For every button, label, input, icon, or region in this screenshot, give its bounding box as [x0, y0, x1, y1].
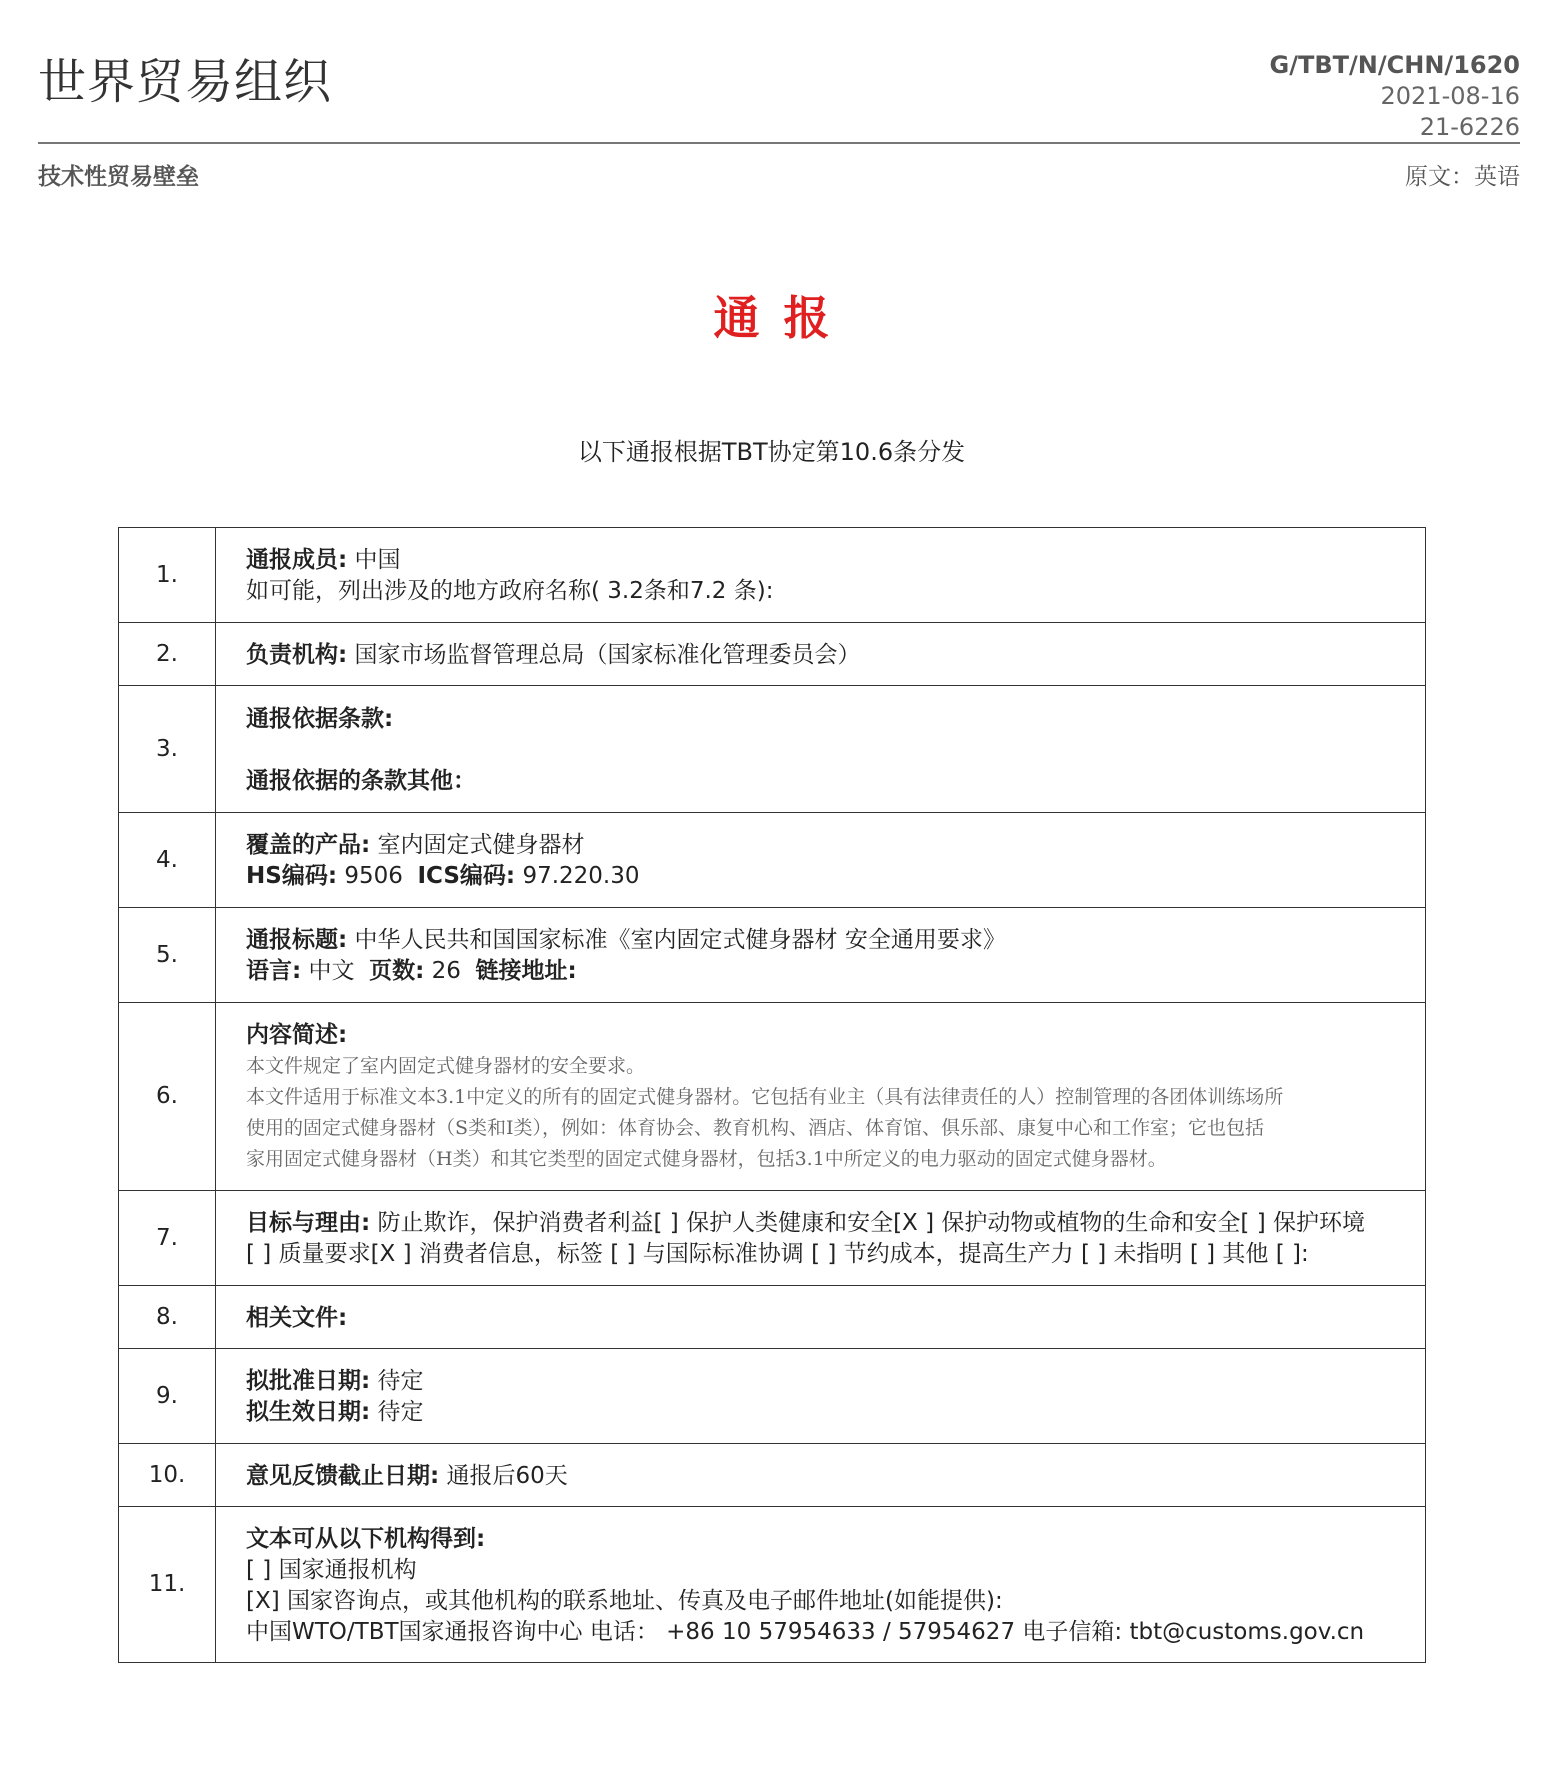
agency-label: 负责机构:	[246, 641, 348, 668]
objective-line-2: [ ] 质量要求[X ] 消费者信息，标签 [ ] 与国际标准协调 [ ] 节约成本，提高生产力 [ ] 未指明 [ ] 其他 [ ]:	[246, 1241, 1309, 1267]
row-number: 8.	[119, 1286, 216, 1349]
language-value: 中文	[301, 958, 355, 984]
table-row	[119, 813, 1426, 908]
basis-other-label: 通报依据的条款其他：	[246, 767, 476, 794]
notification-table	[118, 527, 1426, 1663]
row-number: 4.	[119, 813, 216, 908]
availability-option-2: [X] 国家咨询点，或其他机构的联系地址、传真及电子邮件地址(如能提供):	[246, 1587, 1003, 1614]
objective-line-1: 防止欺诈，保护消费者利益[ ] 保护人类健康和安全[X ] 保护动物或植物的生命和安全[ ] 保护环境	[370, 1210, 1365, 1236]
description-line: 本文件适用于标准文本3.1中定义的所有的固定式健身器材。它包括有业主（具有法律责任的人）控制管理的各团体训练场所	[246, 1086, 1284, 1108]
table-row	[119, 1286, 1426, 1349]
deadline-label: 意见反馈截止日期:	[246, 1462, 440, 1489]
pages-label: 页数:	[369, 958, 425, 984]
title-label: 通报标题:	[246, 927, 348, 953]
row-number: 10.	[119, 1444, 216, 1507]
description-line: 使用的固定式健身器材（S类和I类），例如：体育协会、教育机构、酒店、体育馆、俱乐部、康复中心和工作室；它也包括	[246, 1117, 1265, 1139]
deadline-value: 通报后60天	[439, 1462, 568, 1489]
table-row	[119, 1444, 1426, 1507]
row-content	[216, 1444, 1426, 1507]
org-title: 世界贸易组织	[38, 54, 333, 110]
language-label: 语言:	[246, 958, 302, 984]
title-value: 中华人民共和国国家标准《室内固定式健身器材 安全通用要求》	[347, 927, 1006, 953]
document-date: 2021-08-16	[1380, 82, 1520, 110]
link-label: 链接地址:	[475, 958, 577, 984]
row-content	[216, 686, 1426, 813]
agency-value: 国家市场监督管理总局（国家标准化管理委员会）	[347, 641, 861, 668]
objective-label: 目标与理由:	[246, 1210, 371, 1236]
related-docs-label: 相关文件:	[246, 1304, 348, 1331]
products-label: 覆盖的产品:	[246, 832, 371, 858]
row-content	[216, 813, 1426, 908]
table-row	[119, 908, 1426, 1003]
row-content	[216, 908, 1426, 1003]
row-content	[216, 623, 1426, 686]
table-row	[119, 623, 1426, 686]
committee-name: 技术性贸易壁垒	[38, 164, 199, 190]
row-content	[216, 1191, 1426, 1286]
original-language: 原文：英语	[1405, 164, 1520, 190]
row-number: 3.	[119, 686, 216, 813]
row-number: 7.	[119, 1191, 216, 1286]
row-number: 2.	[119, 623, 216, 686]
table-row	[119, 1003, 1426, 1191]
row-number: 11.	[119, 1507, 216, 1663]
table-row	[119, 686, 1426, 813]
document-symbol: G/TBT/N/CHN/1620	[1269, 51, 1520, 79]
description-line: 本文件规定了室内固定式健身器材的安全要求。	[246, 1055, 646, 1077]
notice-subtitle: 以下通报根据TBT协定第10.6条分发	[577, 438, 966, 466]
row-number: 6.	[119, 1003, 216, 1191]
hs-label: HS编码:	[246, 863, 338, 889]
effective-date-value: 待定	[370, 1399, 424, 1425]
products-value: 室内固定式健身器材	[370, 832, 585, 858]
hs-value: 9506	[337, 863, 403, 889]
table-row	[119, 1349, 1426, 1444]
row-content	[216, 528, 1426, 623]
row-number: 5.	[119, 908, 216, 1003]
row-content	[216, 1003, 1426, 1191]
document-number: 21-6226	[1419, 113, 1520, 141]
adoption-date-value: 待定	[370, 1368, 424, 1394]
adoption-date-label: 拟批准日期:	[246, 1368, 371, 1394]
row-number: 1.	[119, 528, 216, 623]
member-value: 中国	[347, 547, 401, 573]
member-label: 通报成员:	[246, 547, 348, 573]
notice-title: 通报	[713, 291, 854, 345]
availability-label: 文本可从以下机构得到:	[246, 1525, 486, 1552]
contact-info: 中国WTO/TBT国家通报咨询中心 电话： +86 10 57954633 / 57954627 电子信箱: tbt@customs.gov.cn	[246, 1618, 1365, 1645]
row-number: 9.	[119, 1349, 216, 1444]
document-meta	[1270, 50, 1520, 143]
ics-value: 97.220.30	[515, 863, 640, 889]
availability-option-1: [ ] 国家通报机构	[246, 1556, 417, 1583]
table-row	[119, 1507, 1426, 1663]
description-line: 家用固定式健身器材（H类）和其它类型的固定式健身器材，包括3.1中所定义的电力驱动的固定式健身器材。	[246, 1148, 1167, 1170]
row-content	[216, 1507, 1426, 1663]
ics-label: ICS编码:	[417, 863, 516, 889]
effective-date-label: 拟生效日期:	[246, 1399, 371, 1425]
local-government-text: 如可能，列出涉及的地方政府名称( 3.2条和7.2 条):	[246, 578, 774, 604]
header-divider	[38, 142, 1520, 144]
row-content	[216, 1349, 1426, 1444]
pages-value: 26	[424, 958, 461, 984]
basis-label: 通报依据条款:	[246, 705, 394, 732]
table-row	[119, 528, 1426, 623]
description-label: 内容简述:	[246, 1022, 348, 1048]
table-row	[119, 1191, 1426, 1286]
row-content	[216, 1286, 1426, 1349]
